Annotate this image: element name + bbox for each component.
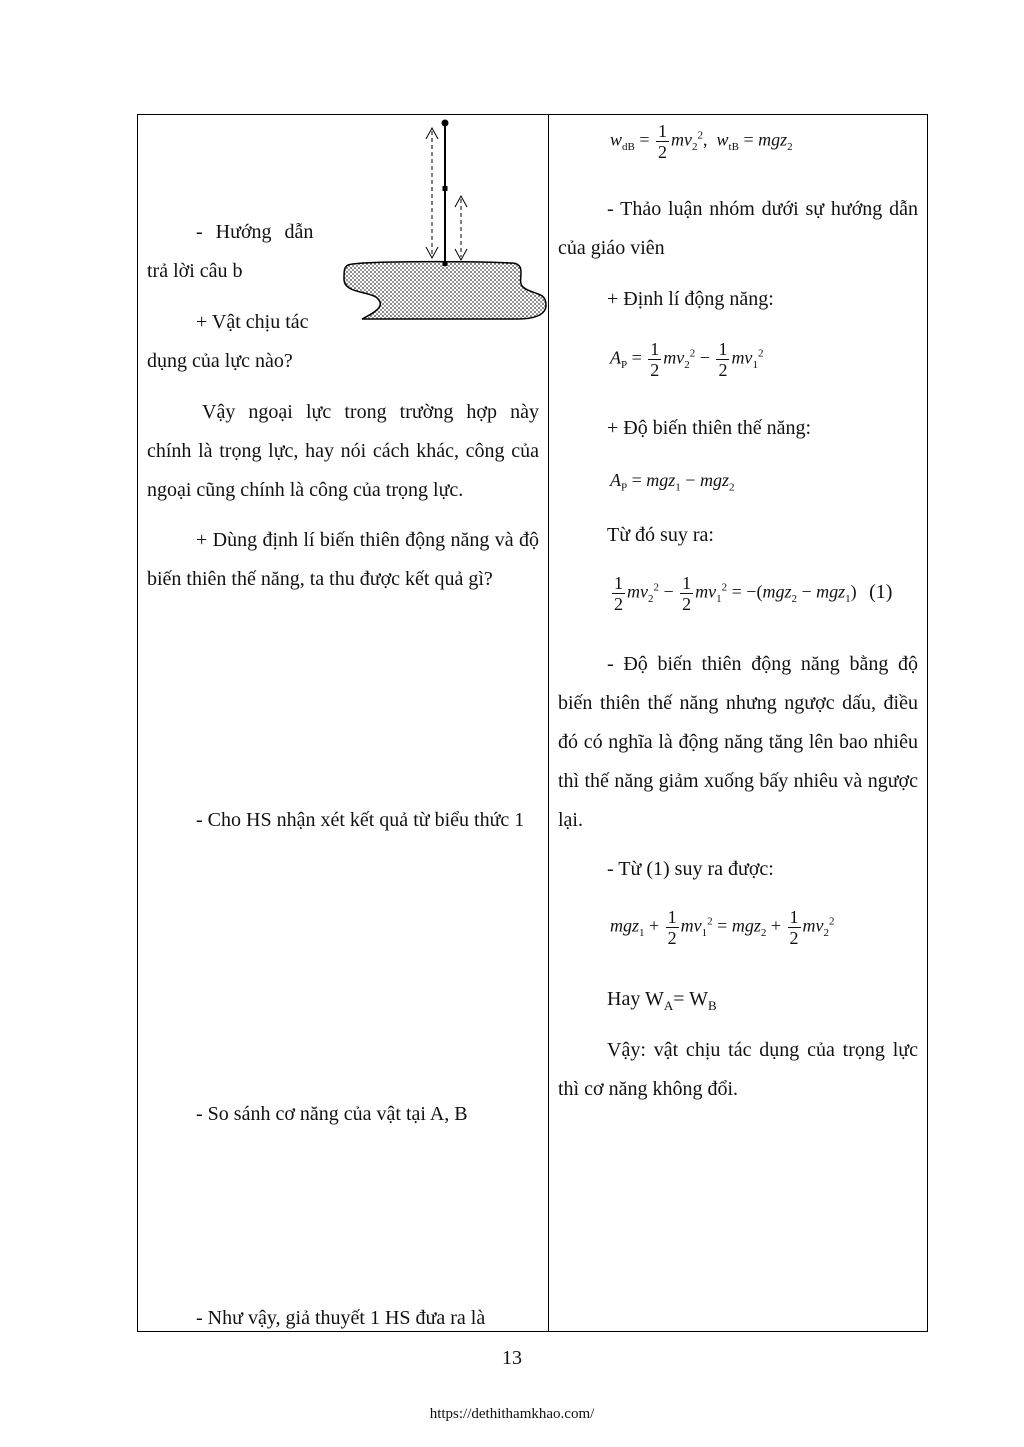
- equation-1: $\frac{1}{2}$ $mv_2^2$ − $\frac{1}{2}$ $mv_1^2 = -(mgz_2 - mgz_1)$ (1): [614, 573, 893, 614]
- question-force: + Vật chịu tác: [196, 311, 309, 333]
- guide-text: - Hướng dẫn: [196, 221, 314, 243]
- falling-object-diagram: [338, 115, 550, 325]
- compare-result-question: - Cho HS nhận xét kết quả từ biểu thức 1: [196, 809, 525, 831]
- group-discussion: - Thảo luận nhóm dưới sự hướng dẫn của giáo viên: [558, 198, 918, 259]
- external-force-explanation: Vậy ngoại lực trong trường hợp này chính là trọng lực, hay nói cách khác, công của ngoại cũng chính là công của trọng lực.: [147, 401, 539, 501]
- page-number: 13: [502, 1347, 522, 1369]
- conclusion-text: Vậy: vật chịu tác dụng của trọng lực thì cơ năng không đổi.: [558, 1039, 918, 1100]
- equation-potential-change: $A_P = mgz_1 - mgz_2$: [610, 470, 735, 494]
- content-table: [137, 114, 928, 1332]
- potential-change-label: + Độ biến thiên thế năng:: [607, 417, 812, 439]
- kinetic-theorem-label: + Định lí động năng:: [607, 288, 774, 310]
- energy-change-explanation: - Độ biến thiên động năng bằng độ biến thiên thế năng nhưng ngược dấu, điều đó có nghĩa là động năng tăng lên bao nhiêu thì thế năng giảm xuống bấy nhiêu và ngược lại.: [558, 653, 918, 831]
- equation-energy-b: $w_{dB}$ = $\frac{1}{2}$ $mv_2^2$, $w_{tB} = mgz_2$: [610, 121, 793, 162]
- equation-conservation: mgz$_1$ + $\frac{1}{2}$ $mv_1^2 = mgz_2$ + $\frac{1}{2}$ $mv_2^2$: [610, 907, 835, 948]
- deduce-label: Từ đó suy ra:: [607, 524, 714, 546]
- energy-equality: Hay $W_A= W_B$: [607, 988, 717, 1013]
- hypothesis-text: - Như vậy, giả thuyết 1 HS đưa ra là: [196, 1307, 486, 1329]
- ground-shape: [344, 262, 546, 319]
- equation-kinetic-theorem: $A_P$ = $\frac{1}{2}$ $mv_2^2$ − $\frac{1}{2}$ $mv_1^2$: [610, 339, 764, 380]
- theorem-question: + Dùng định lí biến thiên động năng và độ biến thiên thế năng, ta thu được kết quả gì?: [147, 529, 539, 590]
- equation-1-label: (1): [869, 580, 893, 603]
- from-1-label: - Từ (1) suy ra được:: [607, 858, 774, 880]
- question-force-cont: dụng của lực nào?: [147, 350, 293, 372]
- footer-url: https://dethithamkhao.com/: [429, 1406, 595, 1422]
- guide-text-cont: trả lời câu b: [147, 260, 243, 282]
- object-dot: [442, 120, 449, 127]
- compare-energy-question: - So sánh cơ năng của vật tại A, B: [196, 1103, 468, 1125]
